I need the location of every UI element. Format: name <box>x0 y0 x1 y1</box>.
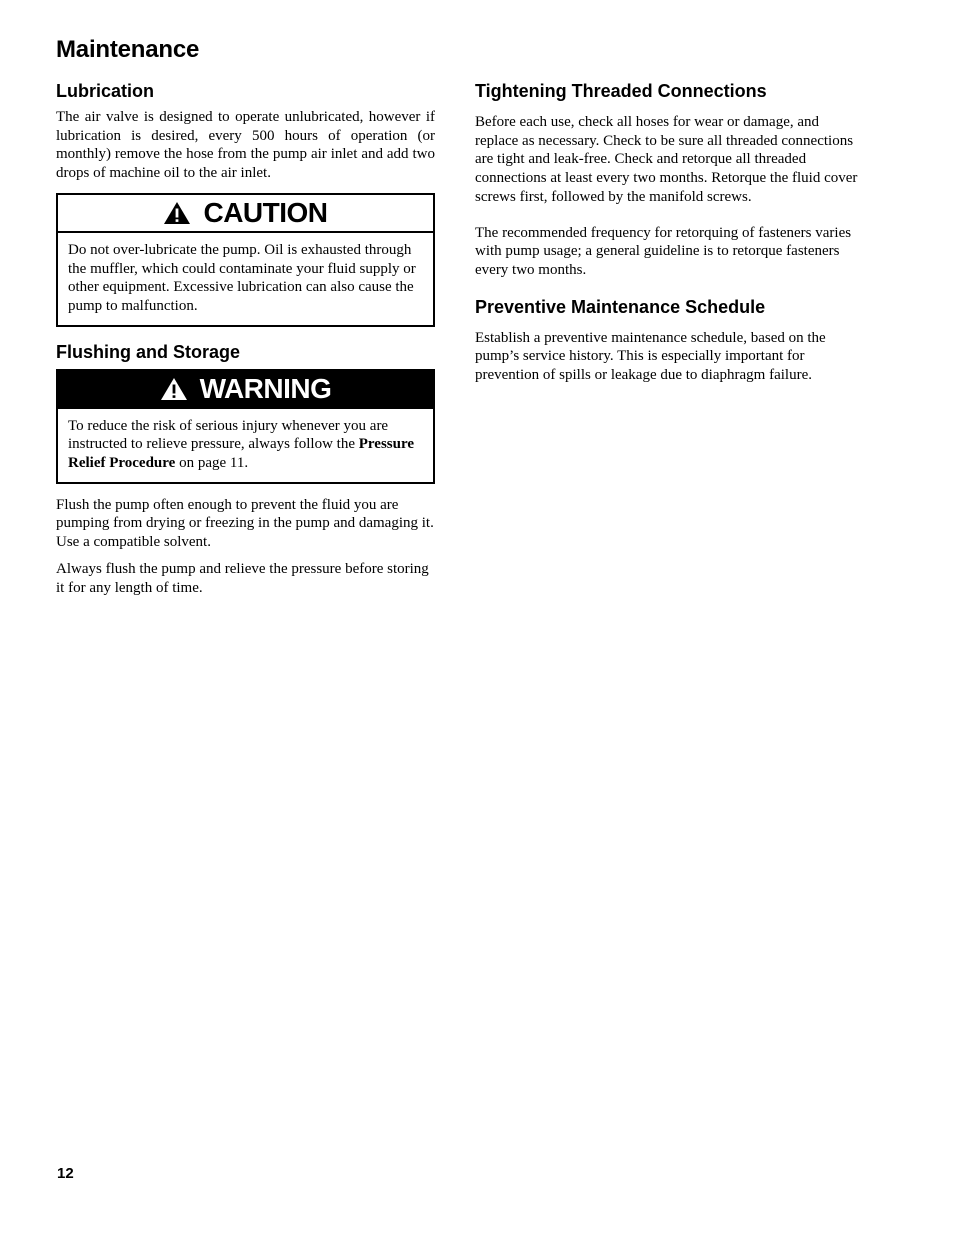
page-title: Maintenance <box>56 36 200 63</box>
flushing-paragraph-2: Always flush the pump and relieve the pressure before storing it for any length of time. <box>56 560 429 596</box>
flushing-heading: Flushing and Storage <box>56 341 241 362</box>
tightening-heading: Tightening Threaded Connections <box>475 81 767 101</box>
warning-body <box>58 409 433 482</box>
caution-title: CAUTION <box>203 196 328 228</box>
caution-text: Do not over-lubricate the pump. Oil is exhausted through the muffler, which could contaminate your fluid supply or other equipment. Excessive lubrication can also cause the pump to malfunction. <box>68 241 416 314</box>
right-column <box>475 80 860 385</box>
warning-text <box>68 417 423 473</box>
left-column <box>56 80 435 597</box>
warning-header <box>58 371 433 409</box>
warning-text-after: on page 11. <box>175 455 249 472</box>
caution-header <box>58 195 433 233</box>
warning-text-before: To reduce the risk of serious injury whenever you are instructed to relieve pressure, always follow the <box>68 417 389 453</box>
preventive-heading: Preventive Maintenance Schedule <box>475 296 766 317</box>
lubrication-heading: Lubrication <box>56 81 154 101</box>
warning-title: WARNING <box>199 372 332 404</box>
pressure-relief-procedure-ref: Pressure Relief Procedure <box>68 436 415 472</box>
preventive-text: Establish a preventive maintenance schedule, based on the pump’s service history. This is especially important for prevention of spills or leakage due to diaphragm failure. <box>475 329 826 384</box>
warning-triangle-icon <box>163 201 191 225</box>
tightening-paragraph-1: Before each use, check all hoses for wear or damage, and replace as necessary. Check to be sure all threaded connections are tight and leak-free. Check and retorque all threaded connections at least every two months. Retorque the fluid cover screws first, followed by the manifold screws. <box>475 114 858 205</box>
caution-box <box>56 193 435 327</box>
caution-body <box>58 233 433 325</box>
tightening-paragraph-2: The recommended frequency for retorquing of fasteners varies with pump usage; a general guideline is to retorque fasteners every two months. <box>475 224 852 278</box>
warning-box <box>56 369 435 484</box>
flushing-paragraph-1: Flush the pump often enough to prevent the fluid you are pumping from drying or freezing in the pump and damaging it. Use a compatible solvent. <box>56 496 434 551</box>
page-number: 12 <box>57 1165 74 1182</box>
warning-triangle-icon <box>160 377 188 401</box>
lubrication-text: The air valve is designed to operate unlubricated, however if lubrication is desired, every 500 hours of operation (or monthly) remove the hose from the pump air inlet and add two drops of machine oil to the air inlet. <box>56 109 435 182</box>
